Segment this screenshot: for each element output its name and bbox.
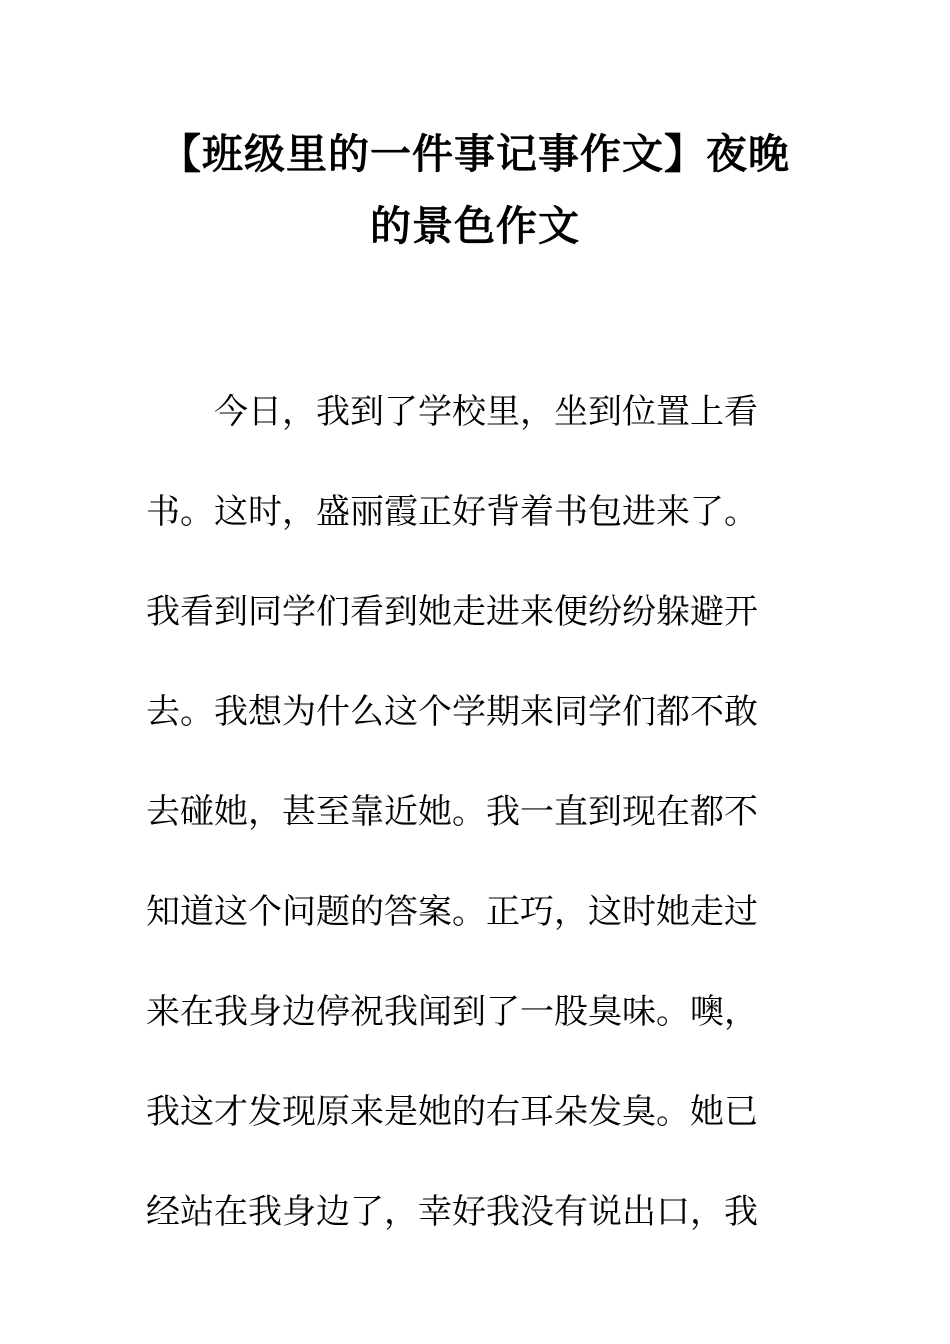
body-line-1: 今日，我到了学校里，坐到位置上看 bbox=[214, 392, 758, 432]
body-line-3: 我看到同学们看到她走进来便纷纷躲避开 bbox=[146, 592, 758, 632]
body-line-6: 知道这个问题的答案。正巧，这时她走过 bbox=[146, 892, 758, 932]
title-line-1: 【班级里的一件事记事作文】夜晚 bbox=[160, 130, 790, 178]
body-line-9: 经站在我身边了，幸好我没有说出口，我 bbox=[146, 1192, 758, 1232]
body-line-8: 我这才发现原来是她的右耳朵发臭。她已 bbox=[146, 1092, 758, 1132]
body-line-4: 去。我想为什么这个学期来同学们都不敢 bbox=[146, 692, 758, 732]
title-line-2: 的景色作文 bbox=[370, 202, 580, 250]
document-title bbox=[140, 118, 810, 262]
body-line-2: 书。这时，盛丽霞正好背着书包进来了。 bbox=[146, 492, 758, 532]
body-line-7: 来在我身边停祝我闻到了一股臭味。噢， bbox=[146, 992, 758, 1032]
body-line-5: 去碰她，甚至靠近她。我一直到现在都不 bbox=[146, 792, 758, 832]
document-body bbox=[146, 362, 786, 1262]
